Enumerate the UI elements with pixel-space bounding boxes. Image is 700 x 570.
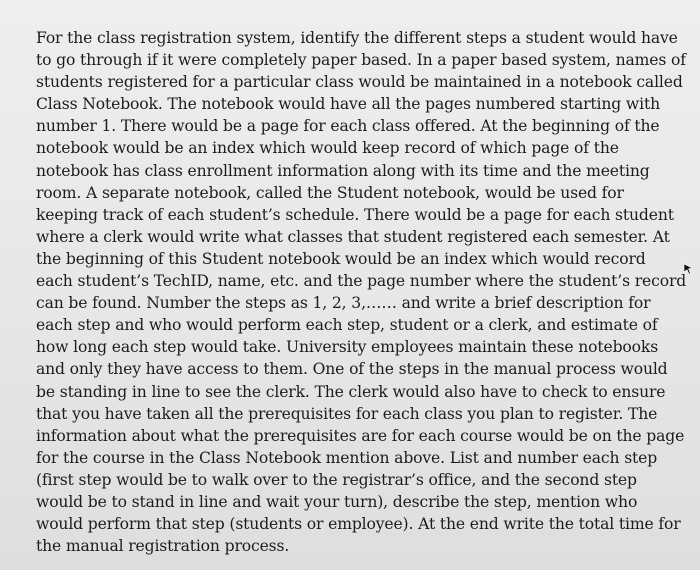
paragraph-line: each step and who would perform each step, student or a clerk, and estimate of [36, 316, 658, 335]
paragraph-line: number 1. There would be a page for each class offered. At the beginning of the [36, 117, 660, 136]
assignment-paragraph [36, 27, 687, 557]
paragraph-line: For the class registration system, identify the different steps a student would have [36, 29, 678, 47]
paragraph-line: be standing in line to see the clerk. The clerk would also have to check to ensure [36, 382, 666, 401]
paragraph-line: can be found. Number the steps as 1, 2, 3,…… and write a brief description for [36, 294, 651, 313]
paragraph-line: the beginning of this Student notebook would be an index which would record [36, 249, 646, 268]
paragraph-line: that you have taken all the prerequisites for each class you plan to register. The [36, 404, 658, 423]
paragraph-line: would be to stand in line and wait your turn), describe the step, mention who [36, 492, 638, 511]
paragraph-line: each student’s TechID, name, etc. and the page number where the student’s record [36, 272, 687, 291]
paragraph-line: notebook has class enrollment information along with its time and the meeting [36, 161, 650, 180]
paragraph-line: students registered for a particular class would be maintained in a notebook called [36, 73, 683, 92]
paragraph-line: notebook would be an index which would keep record of which page of the [36, 139, 619, 158]
paragraph-line: for the course in the Class Notebook mention above. List and number each step [36, 448, 658, 467]
paragraph-line: information about what the prerequisites are for each course would be on the page [36, 426, 685, 445]
paragraph-line: room. A separate notebook, called the Student notebook, would be used for [36, 183, 624, 202]
paragraph-line: how long each step would take. University employees maintain these notebooks [36, 338, 659, 357]
paragraph-line: keeping track of each student’s schedule. There would be a page for each student [36, 205, 674, 224]
paragraph-line: and only they have access to them. One of the steps in the manual process would [36, 360, 668, 379]
paragraph-line: to go through if it were completely paper based. In a paper based system, names of [36, 51, 686, 70]
mouse-pointer-icon [683, 263, 693, 275]
paragraph-line: (first step would be to walk over to the registrar’s office, and the second step [36, 470, 637, 489]
paragraph-line: Class Notebook. The notebook would have all the pages numbered starting with [36, 95, 660, 114]
paragraph-line: where a clerk would write what classes that student registered each semester. At [36, 227, 670, 246]
paragraph-line: would perform that step (students or employee). At the end write the total time for [36, 515, 681, 534]
paragraph-line: the manual registration process. [36, 537, 290, 556]
